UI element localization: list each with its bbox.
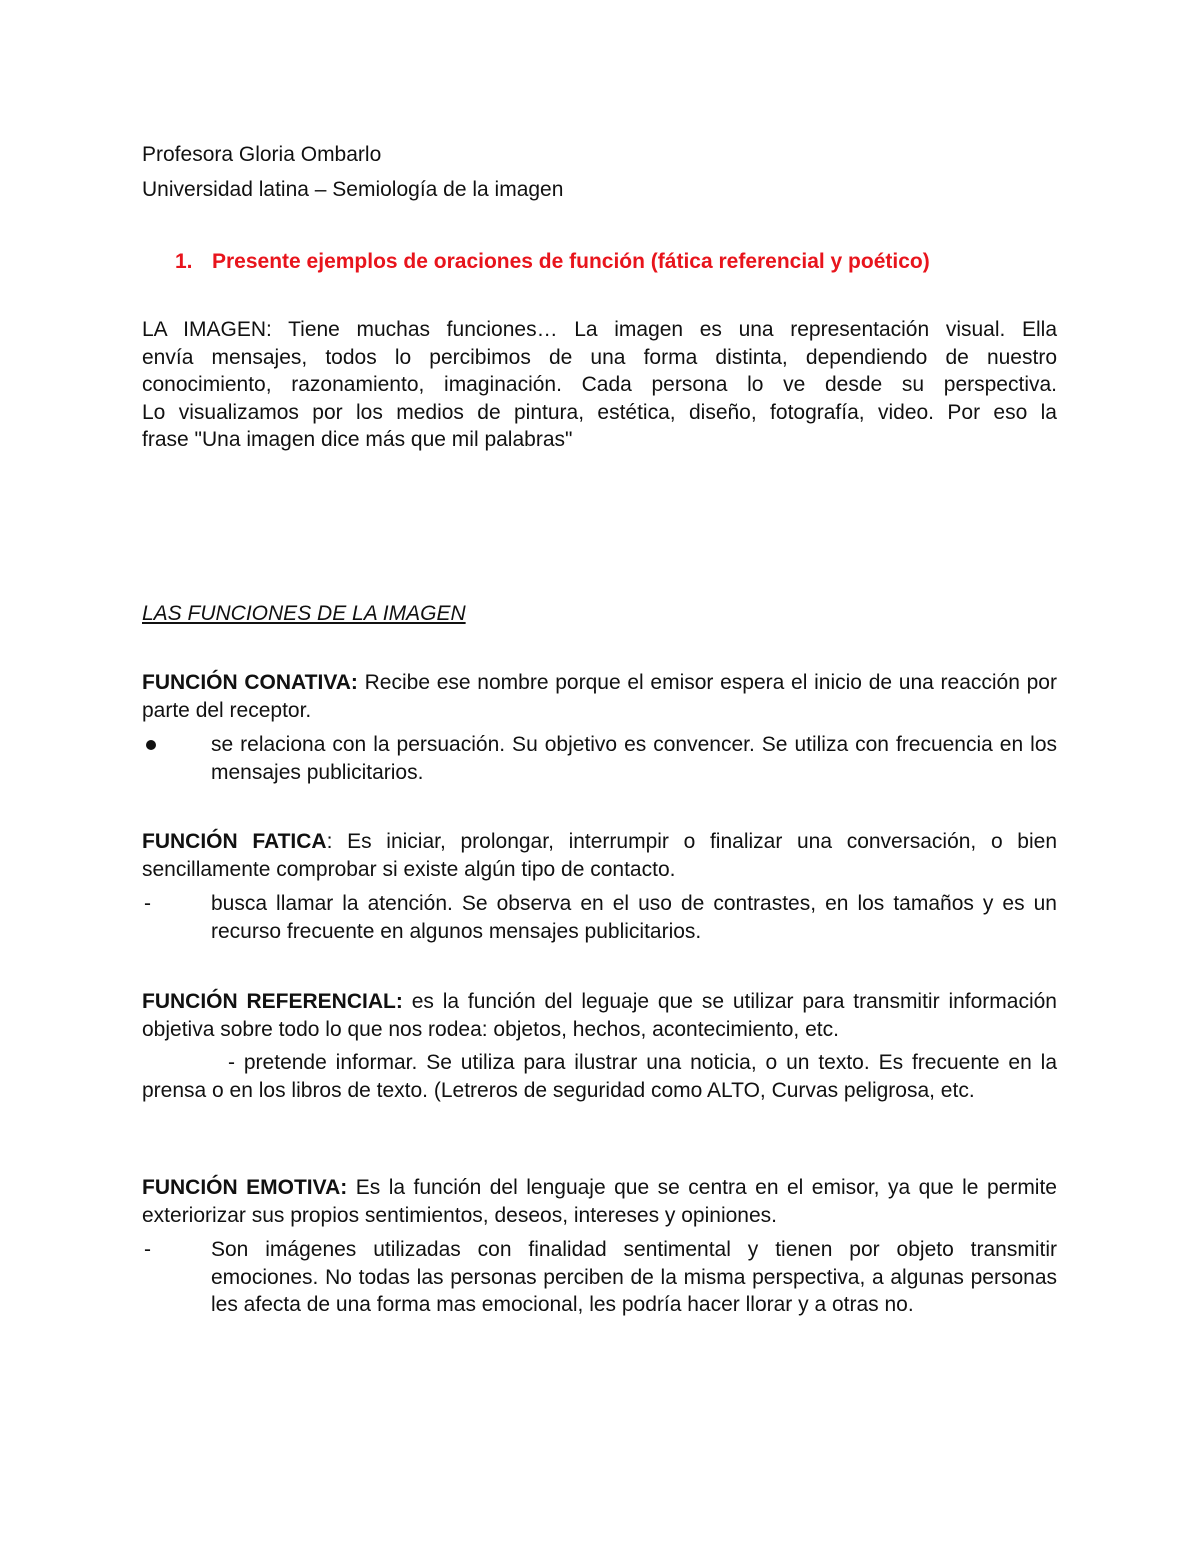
fatica-list-item [142, 890, 1057, 945]
conativa-paragraph [142, 669, 1057, 724]
intro-paragraph [142, 316, 1057, 454]
conativa-heading: FUNCIÓN CONATIVA: [142, 671, 358, 694]
referencial-heading: FUNCIÓN REFERENCIAL: [142, 990, 403, 1013]
emotiva-item-text: Son imágenes utilizadas con finalidad sentimental y tienen por objeto transmitir emociones. No todas las personas perciben de la misma perspectiva, a algunas personas les afecta de una forma mas emocional, les podría hacer llorar y a otras no. [211, 1238, 1057, 1316]
dash-marker: - [144, 1238, 151, 1261]
dash-marker: - [144, 892, 151, 915]
fatica-text: : Es iniciar, prolongar, interrumpir o finalizar una conversación, o bien sencillamente comprobar si existe algún tipo de contacto. [142, 830, 1058, 881]
fatica-heading: FUNCIÓN FATICA [142, 830, 327, 853]
referencial-item: - pretende informar. Se utiliza para ilustrar una noticia, o un texto. Es frecuente en la prensa o en los libros de texto. (Letreros de seguridad como ALTO, Curvas peligrosa, etc. [142, 1051, 1057, 1102]
conativa-text: Recibe ese nombre porque el emisor espera el inicio de una reacción por parte del receptor. [142, 671, 1057, 722]
course-name: Universidad latina – Semiología de la imagen [142, 178, 564, 201]
bullet-icon [146, 740, 156, 750]
conativa-bullet-item [142, 731, 1057, 786]
intro-line: LA IMAGEN: Tiene muchas funciones… La imagen es una representación visual. Ella [142, 318, 1057, 341]
conativa-bullet-text: se relaciona con la persuación. Su objetivo es convencer. Se utiliza con frecuencia en los mensajes publicitarios. [211, 733, 1057, 784]
section-title: LAS FUNCIONES DE LA IMAGEN [142, 602, 466, 625]
referencial-text: es la función del leguaje que se utilizar para transmitir información objetiva sobre todo lo que nos rodea: objetos, hechos, acontecimiento, etc. [142, 990, 1057, 1041]
fatica-paragraph [142, 828, 1057, 883]
intro-line: conocimiento, razonamiento, imaginación. Cada persona lo ve desde su perspectiva. [142, 373, 1057, 396]
intro-line: Lo visualizamos por los medios de pintura, estética, diseño, fotografía, video. Por eso la [142, 400, 1057, 424]
emotiva-paragraph [142, 1174, 1057, 1229]
intro-line: frase "Una imagen dice más que mil palabras" [142, 428, 573, 451]
question-heading [175, 248, 930, 276]
emotiva-heading: FUNCIÓN EMOTIVA: [142, 1176, 348, 1199]
question-text: Presente ejemplos de oraciones de función (fática referencial y poético) [212, 250, 930, 273]
professor-name: Profesora Gloria Ombarlo [142, 143, 382, 166]
fatica-item-text: busca llamar la atención. Se observa en el uso de contrastes, en los tamaños y es un recurso frecuente en algunos mensajes publicitarios. [211, 892, 1057, 943]
question-number: 1. [175, 250, 193, 273]
referencial-paragraph [142, 988, 1057, 1043]
emotiva-text: Es la función del lenguaje que se centra en el emisor, ya que le permite exteriorizar sus propios sentimientos, deseos, intereses y opiniones. [142, 1176, 1057, 1227]
intro-line: envía mensajes, todos lo percibimos de una forma distinta, dependiendo de nuestro [142, 345, 1057, 369]
emotiva-list-item [142, 1236, 1057, 1319]
